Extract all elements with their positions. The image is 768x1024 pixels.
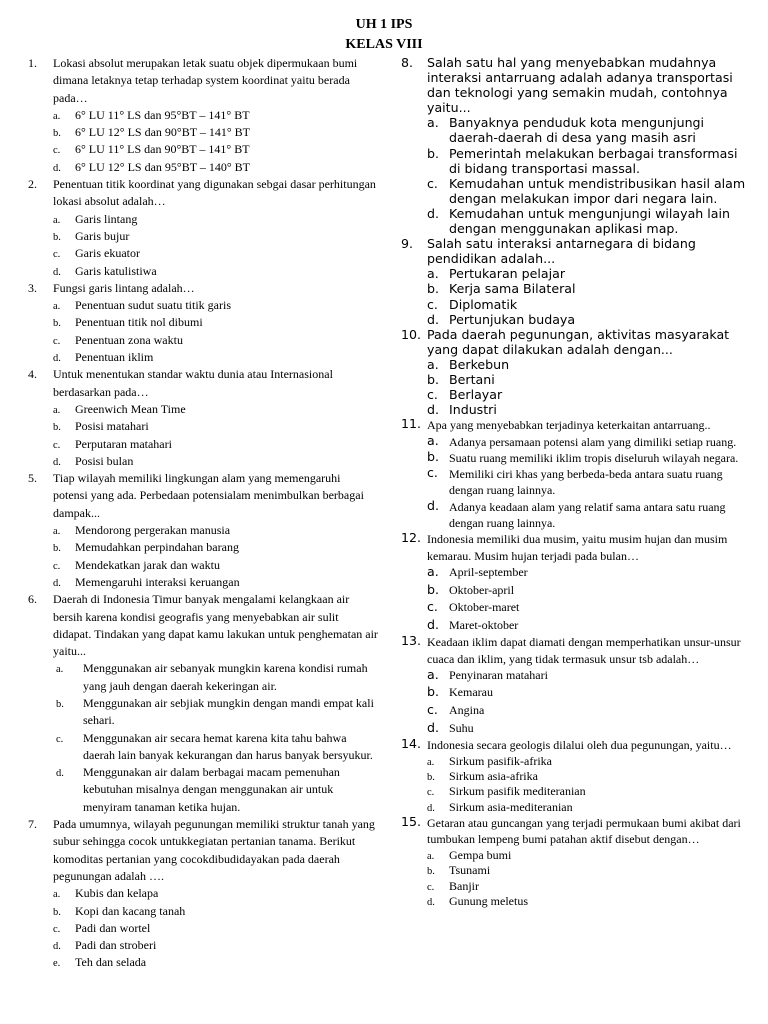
question-text: Salah satu hal yang menyebabkan mudahnya interaksi antarruang adalah adanya transportasi dan teknologi yang semakin mudah, contohnya yaitu... <box>427 55 733 116</box>
option-letter: b. <box>53 543 61 555</box>
option-item <box>427 769 751 784</box>
option-letter: d. <box>427 311 439 327</box>
option-list <box>53 107 378 176</box>
option-letter: a. <box>427 266 439 282</box>
option-text: Padi dan stroberi <box>75 938 157 953</box>
option-text: Kemarau <box>449 685 493 700</box>
option-letter: a. <box>427 850 435 862</box>
option-letter: d. <box>427 897 435 908</box>
option-text: Garis bujur <box>75 228 130 243</box>
option-item <box>53 574 378 591</box>
option-item <box>427 754 751 769</box>
option-letter: c. <box>427 702 438 718</box>
option-text: 6° LU 11° LS dan 90°BT – 141° BT <box>75 142 250 157</box>
option-text: Menggunakan air sebjiak mungkin dengan mandi empat kali sehari. <box>83 695 374 728</box>
option-letter: c. <box>427 387 438 403</box>
option-letter: d. <box>53 162 61 174</box>
option-list <box>53 297 378 366</box>
option-text: Gunung meletus <box>449 894 528 908</box>
option-item <box>56 695 378 730</box>
page-subtitle: KELAS VIII <box>345 37 423 52</box>
option-item <box>53 557 378 574</box>
option-item <box>427 879 751 894</box>
option-text: April-september <box>449 564 528 579</box>
page-title: UH 1 IPS <box>355 17 413 32</box>
option-text: Adanya persamaan potensi alam yang dimiliki setiap ruang. <box>449 434 737 449</box>
option-letter: a. <box>53 214 61 226</box>
question-text: Indonesia secara geologis dilalui oleh dua pegunungan, yaitu… <box>427 738 732 753</box>
option-list <box>427 266 751 326</box>
option-item <box>427 450 751 466</box>
question-text: Getaran atau guncangan yang terjadi permukaan bumi akibat dari tumbukan lempeng bumi patahan aktif disebut dengan… <box>427 816 741 847</box>
question-item <box>401 634 751 737</box>
question-number: 1. <box>28 56 37 70</box>
question-item <box>401 417 751 531</box>
option-item <box>53 937 378 954</box>
option-item <box>427 617 751 635</box>
question-number: 9. <box>401 236 414 252</box>
option-text: Sirkum pasifik-afrika <box>449 753 552 768</box>
option-item <box>427 297 751 312</box>
option-text: Memengaruhi interaksi keruangan <box>75 574 240 589</box>
option-text: Tsunami <box>449 863 491 878</box>
option-letter: c. <box>427 175 438 191</box>
option-letter: a. <box>53 301 61 313</box>
option-list <box>427 754 751 816</box>
option-item <box>56 660 378 695</box>
option-text: Pertukaran pelajar <box>449 266 566 282</box>
option-text: Garis katulistiwa <box>75 263 157 278</box>
option-item <box>427 387 751 402</box>
option-letter: d. <box>427 802 435 814</box>
option-item <box>53 954 378 971</box>
option-list <box>53 660 378 816</box>
option-item <box>427 720 751 738</box>
question-text: Indonesia memiliki dua musim, yaitu musim hujan dan musim kemarau. Musim hujan terjadi pada bulan… <box>427 532 728 563</box>
option-letter: a. <box>427 356 439 372</box>
question-list-left <box>28 55 378 972</box>
option-item <box>427 372 751 387</box>
option-item <box>427 266 751 281</box>
question-text: Lokasi absolut merupakan letak suatu objek dipermukaan bumi dimana letaknya tetap terhadap system koordinat yaitu berada pada… <box>53 56 358 105</box>
option-item <box>427 499 751 532</box>
option-list <box>427 434 751 532</box>
question-number: 2. <box>28 177 37 192</box>
question-item <box>401 737 751 815</box>
option-letter: a. <box>53 526 61 538</box>
option-letter: b. <box>53 318 61 330</box>
option-item <box>427 115 751 145</box>
option-letter: a. <box>56 664 64 676</box>
option-letter: d. <box>53 266 61 278</box>
option-item <box>427 357 751 372</box>
question-number: 3. <box>28 280 37 295</box>
question-number: 11. <box>401 416 422 432</box>
option-letter: a. <box>427 115 439 131</box>
option-item <box>53 436 378 453</box>
option-list <box>427 357 751 417</box>
option-list <box>53 522 378 591</box>
option-letter: b. <box>56 698 64 710</box>
option-letter: d. <box>53 941 61 953</box>
option-text: Kopi dan kacang tanah <box>75 903 186 918</box>
question-number: 10. <box>401 326 422 342</box>
option-item <box>427 784 751 799</box>
option-item <box>427 466 751 499</box>
option-text: Memudahkan perpindahan barang <box>75 540 239 555</box>
question-text: Apa yang menyebabkan terjadinya keterkaitan antarruang.. <box>427 418 711 433</box>
option-letter: c. <box>53 249 61 261</box>
question-number: 12. <box>401 530 422 546</box>
option-item <box>427 206 751 236</box>
option-text: 6° LU 11° LS dan 95°BT – 141° BT <box>75 107 250 122</box>
question-text: Penentuan titik koordinat yang digunakan sebgai dasar perhitungan lokasi absolut adalah… <box>53 177 376 209</box>
option-letter: b. <box>427 371 439 387</box>
option-item <box>53 418 378 435</box>
option-letter: b. <box>427 145 439 161</box>
option-text: Menggunakan air secara hemat karena kita tahu bahwa daerah lain banyak kekurangan dan harus banyak bersyukur. <box>83 730 373 762</box>
option-text: Angina <box>449 703 485 718</box>
option-letter: b. <box>427 281 439 297</box>
option-list <box>427 848 751 910</box>
option-item <box>427 312 751 327</box>
option-item <box>53 539 378 556</box>
question-item <box>28 591 378 816</box>
option-letter: d. <box>53 353 61 365</box>
option-letter: c. <box>56 733 64 745</box>
option-text: Oktober-maret <box>449 600 520 615</box>
option-item <box>427 582 751 600</box>
question-item <box>28 55 378 176</box>
option-text: Teh dan selada <box>75 955 147 970</box>
option-item <box>53 885 378 902</box>
option-letter: a. <box>53 889 61 901</box>
option-item <box>53 297 378 314</box>
option-list <box>53 401 378 470</box>
right-column <box>401 55 751 909</box>
option-item <box>53 332 378 349</box>
option-text: Banjir <box>449 878 479 893</box>
question-text: Daerah di Indonesia Timur banyak mengalami kelangkaan air bersih karena kondisi geografis yang menyebabkan air sulit didapat. Tindakan yang dapat kamu lakukan untuk penghematan air yaitu... <box>53 592 378 659</box>
option-text: Padi dan wortel <box>75 920 151 935</box>
option-text: Kemudahan untuk mengunjungi wilayah lain dengan menggunakan aplikasi map. <box>449 205 730 237</box>
option-letter: a. <box>427 756 435 768</box>
option-text: Penentuan sudut suatu titik garis <box>75 298 231 313</box>
option-text: Kubis dan kelapa <box>75 886 159 901</box>
question-list-right-sans <box>401 55 751 417</box>
option-letter: b. <box>427 684 439 700</box>
option-letter: c. <box>427 787 435 799</box>
option-text: Diplomatik <box>449 296 518 312</box>
option-item <box>427 863 751 878</box>
option-list <box>53 211 378 280</box>
option-letter: b. <box>427 771 435 783</box>
option-letter: d. <box>427 497 439 513</box>
option-letter: d. <box>53 456 61 468</box>
option-text: Oktober-april <box>449 582 515 597</box>
option-item <box>427 281 751 296</box>
option-letter: d. <box>427 402 439 418</box>
option-letter: c. <box>53 439 61 451</box>
option-item <box>427 402 751 417</box>
option-text: Garis lintang <box>75 211 138 226</box>
question-item <box>28 816 378 972</box>
option-item <box>427 800 751 815</box>
option-text: Mendorong pergerakan manusia <box>75 523 231 538</box>
question-number: 8. <box>401 55 414 70</box>
option-item <box>427 702 751 720</box>
option-text: Gempa bumi <box>449 847 512 862</box>
option-letter: d. <box>53 577 61 589</box>
option-item <box>53 124 378 141</box>
question-number: 5. <box>28 471 37 486</box>
option-item <box>53 401 378 418</box>
option-text: Banyaknya penduduk kota mengunjungi daerah-daerah di desa yang masih asri <box>449 115 705 146</box>
option-item <box>53 453 378 470</box>
option-text: Bertani <box>449 371 495 387</box>
option-letter: d. <box>427 719 439 735</box>
question-item <box>28 366 378 470</box>
option-item <box>427 848 751 863</box>
question-item <box>401 236 751 327</box>
option-letter: c. <box>427 599 438 615</box>
option-text: Sirkum pasifik mediteranian <box>449 784 586 799</box>
option-letter: a. <box>427 432 439 448</box>
option-list <box>53 885 378 971</box>
option-item <box>53 245 378 262</box>
option-letter: a. <box>53 404 61 416</box>
option-letter: d. <box>427 205 439 221</box>
option-text: Penentuan titik nol dibumi <box>75 315 203 330</box>
option-text: Suatu ruang memiliki iklim tropis diseluruh wilayah negara. <box>449 450 739 465</box>
question-item <box>28 176 378 280</box>
option-text: Adanya keadaan alam yang relatif sama antara satu ruang dengan ruang lainnya. <box>449 499 726 531</box>
option-letter: c. <box>53 560 61 572</box>
option-text: Kerja sama Bilateral <box>449 281 576 297</box>
question-number: 4. <box>28 367 37 382</box>
option-text: Garis ekuator <box>75 246 140 261</box>
option-text: Suhu <box>449 720 474 735</box>
question-text: Salah satu interaksi antarnegara di bidang pendidikan adalah... <box>427 236 696 267</box>
option-letter: a. <box>427 563 439 579</box>
option-item <box>53 314 378 331</box>
option-item <box>53 107 378 124</box>
question-list-right-serif <box>401 417 751 909</box>
option-letter: d. <box>56 768 64 780</box>
option-letter: c. <box>427 881 435 893</box>
option-item <box>53 141 378 158</box>
option-item <box>56 730 378 765</box>
option-letter: c. <box>53 145 61 157</box>
option-item <box>53 920 378 937</box>
option-letter: b. <box>53 422 61 434</box>
option-text: Berkebun <box>449 356 510 372</box>
option-text: 6° LU 12° LS dan 95°BT – 140° BT <box>75 159 250 174</box>
option-item <box>53 159 378 176</box>
option-list <box>427 564 751 634</box>
option-letter: b. <box>53 128 61 140</box>
option-text: Industri <box>449 402 497 418</box>
option-letter: c. <box>53 923 61 935</box>
option-letter: c. <box>53 335 61 347</box>
option-letter: d. <box>427 616 439 632</box>
option-text: Sirkum asia-mediteranian <box>449 799 573 814</box>
option-list <box>427 115 751 236</box>
question-text: Pada daerah pegunungan, aktivitas masyarakat yang dapat dilakukan adalah dengan... <box>427 326 730 357</box>
option-text: Sirkum asia-afrika <box>449 768 538 783</box>
option-item <box>427 176 751 206</box>
option-item <box>427 564 751 582</box>
option-item <box>53 211 378 228</box>
question-text: Pada umumnya, wilayah pegunungan memiliki struktur tanah yang subur sehingga cocok untukkegiatan pertanian tanama. Berikut komoditas pertanian yang cocokdibudidayakan pada daerah pegunungan adalah …. <box>53 817 375 883</box>
option-text: Menggunakan air dalam berbagai macam pemenuhan kebutuhan misalnya dengan menggunakan air untuk menyiram tanaman ketika hujan. <box>83 765 340 814</box>
option-text: Menggunakan air sebanyak mungkin karena kondisi rumah yang jauh dengan daerah kekeringan air. <box>83 661 368 693</box>
option-letter: c. <box>427 465 438 481</box>
question-text: Keadaan iklim dapat diamati dengan memperhatikan unsur-unsur cuaca dan iklim, yang tidak termasuk unsur tsb adalah… <box>427 635 741 666</box>
option-text: Maret-oktober <box>449 617 519 632</box>
option-text: Memiliki ciri khas yang berbeda-beda antara suatu ruang dengan ruang lainnya. <box>449 467 723 498</box>
option-text: Penentuan zona waktu <box>75 332 183 347</box>
option-text: Berlayar <box>449 387 503 403</box>
option-text: Pertunjukan budaya <box>449 311 576 327</box>
option-item <box>56 764 378 816</box>
option-letter: b. <box>427 448 439 464</box>
option-item <box>427 146 751 176</box>
option-item <box>427 894 751 909</box>
question-item <box>401 327 751 418</box>
option-letter: b. <box>53 906 61 918</box>
option-text: Penyinaran matahari <box>449 667 548 682</box>
option-text: Greenwich Mean Time <box>75 401 186 416</box>
option-letter: a. <box>427 666 439 682</box>
option-list <box>427 667 751 737</box>
option-text: 6° LU 12° LS dan 90°BT – 141° BT <box>75 125 250 140</box>
option-text: Pemerintah melakukan berbagai transformasi di bidang transportasi massal. <box>449 145 738 176</box>
option-letter: e. <box>53 958 61 970</box>
question-text: Tiap wilayah memiliki lingkungan alam yang memengaruhi potensi yang ada. Perbedaan potensialam menimbulkan berbagai dampak... <box>53 471 364 520</box>
question-number: 15. <box>401 814 422 830</box>
option-letter: a. <box>53 110 61 122</box>
question-item <box>401 55 751 236</box>
option-item <box>427 667 751 685</box>
question-number: 7. <box>28 817 37 832</box>
question-item <box>28 280 378 366</box>
question-item <box>28 470 378 591</box>
question-number: 14. <box>401 736 422 752</box>
option-item <box>53 349 378 366</box>
option-letter: b. <box>427 581 439 597</box>
option-item <box>53 903 378 920</box>
option-item <box>53 522 378 539</box>
option-item <box>53 263 378 280</box>
option-text: Mendekatkan jarak dan waktu <box>75 557 220 572</box>
option-letter: b. <box>427 866 435 878</box>
option-text: Posisi bulan <box>75 453 134 468</box>
option-item <box>427 599 751 617</box>
question-text: Fungsi garis lintang adalah… <box>53 280 195 295</box>
option-item <box>427 684 751 702</box>
option-text: Posisi matahari <box>75 419 149 434</box>
option-letter: b. <box>53 231 61 243</box>
option-text: Kemudahan untuk mendistribusikan hasil alam dengan melakukan impor dari negara lain. <box>449 175 746 206</box>
question-item <box>401 815 751 909</box>
question-number: 6. <box>28 592 37 607</box>
option-letter: c. <box>427 296 438 312</box>
option-item <box>53 228 378 245</box>
question-text: Untuk menentukan standar waktu dunia atau Internasional berdasarkan pada… <box>53 367 333 399</box>
option-text: Perputaran matahari <box>75 436 172 451</box>
question-number: 13. <box>401 633 422 649</box>
left-column <box>28 55 378 972</box>
question-item <box>401 531 751 634</box>
option-item <box>427 434 751 450</box>
option-text: Penentuan iklim <box>75 350 154 365</box>
